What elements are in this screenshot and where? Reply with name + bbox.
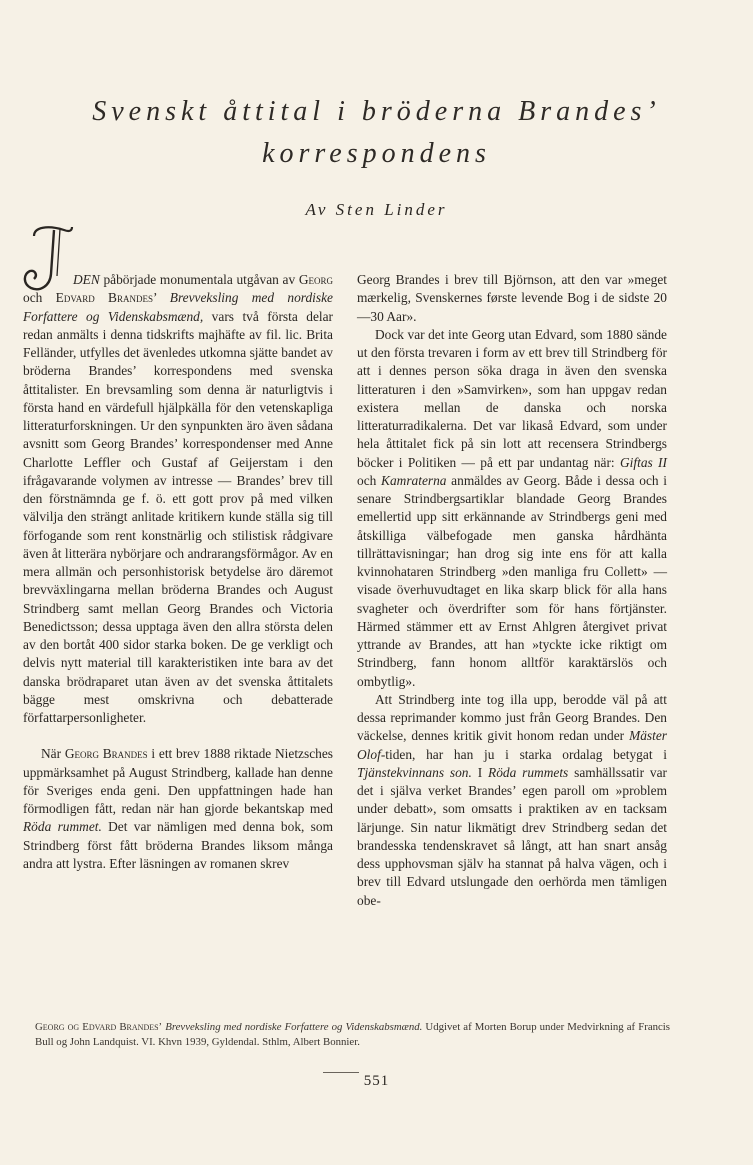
paragraph-left-1: DEN påbörjade monumentala utgåvan av Georg och Edvard Brandes’ Brevveksling med nordiske Forfattere og Videnskabsmænd, vars två första delar redan anmälts i denna tidskrifts majhäfte av fil. lic. Brita Felländer, utfylles det ävenledes utkomna sjätte bandet av bröderna Brandes’ korrespondens med svenska åttitalister. En brevsamling som denna är naturligtvis i första hand en värdefull hjälpkälla för den vetenskapliga litteraturforskningen. Ur den synpunkten äro även sådana avsnitt som Georg Brandes’ korrespondenser med Anne Charlotte Leffler och Gustaf af Geijerstam i den ifrågavarande volymen av intresse — Brandes’ brev till den förstnämnda ge f. ö. ett gott prov på med vilken välvilja den strängt anlitade kritikern kunde ställa sig till förfogande som rent konstnärlig och stilistisk rådgivare även åt litterära nybörjare och andrarangsförmågor. Av en mera allmän och personhistorisk betydelse äro däremot brevväxlingarna mellan bröderna Brandes och August Strindberg samt mellan Georg Brandes och Victoria Benedictsson; dessa upptaga även den allra största delen av den bortåt 400 sidor starka boken. De ge verkligt och delvis nytt material till karakteristiken inte bara av det danska brödraparet utan även av det svenska åttitalets bägge mest omskrivna och debatterade författarpersonligheter.: [23, 272, 334, 725]
article-title-line-1: Svenskt åttital i bröderna Brandes’: [92, 96, 661, 127]
book-title: Brevveksling med nordiske Forfattere og Videnskabsmænd,: [23, 290, 334, 324]
page-number: 551: [363, 1073, 390, 1089]
paragraph-right-1: Georg Brandes i brev till Björnson, att den var »meget mærkelig, Svenskernes første levende Bog i de sidste 20—30 Aar».: [357, 272, 667, 324]
dropcap-word: DEN: [73, 272, 100, 287]
paragraph-right-3: Att Strindberg inte tog illa upp, berodde väl på att dessa reprimander kommo just från Georg Brandes. Den väckelse, dennes kritik givit honom redan under Mäster Olof-tiden, har han ju i starka ordalag betygat i Tjänstekvinnans son. I Röda rummets samhällssatir var det i själva verket Brandes’ egen paroll om »problem under debatt», som omsatts i praktiken av en tacksam lärjunge. Sin natur likmätigt drev Strindberg sedan det brandesska tendenskravet så långt, att han snart ansåg dess upphovsman själv ha stannat på halva vägen, och i brev till Edvard utslungade den oerhörda men tämligen obe-: [357, 691, 667, 908]
article-title-line-2: korrespondens: [262, 138, 491, 169]
footnote: Georg og Edvard Brandes’ Brevveksling med nordiske Forfattere og Videnskabsmænd. Udgivet af Morten Borup under Medvirkning af Francis Bull og John Landquist. VI. Khvn 1939, Gyldendal. Sthlm, Albert Bonnier.: [35, 1021, 670, 1048]
paragraph-left-2: När Georg Brandes i ett brev 1888 riktade Nietzsches uppmärksamhet på August Strindberg, kallade han denne för Sveriges enda geni. Den uppfattningen hade han förmodligen fått, redan när han gjorde bekantskap med Röda rummet. Det var nämligen med denna bok, som Strindberg först fått bröderna Brandes liksom många andra att lystra. Efter läsningen av romanen skrev: [23, 746, 333, 871]
right-column: [357, 271, 667, 910]
paragraph-right-2: Dock var det inte Georg utan Edvard, som 1880 sände ut den första trevaren i form av ett brev till Strindberg för att i dennes person söka draga in även den svenska litteraturen i den »Samvirken», som han uppgav redan existera mellan de danska och norska litteraturradikalerna. Det var likaså Edvard, som under hela åttitalet fick på sin lott att recensera Strindbergs böcker i Politiken — på ett par undantag när: Giftas II och Kamraterna anmäldes av Georg. Både i dessa och i senare Strindbergsartiklar blandade Georg Brandes emellertid upp sitt erkännande av Strindbergs geni med åtskilliga välbefogade men ganska hårdhänta tillrättavisningar; han drog sig inte ens för att kalla kvinnohataren Strindberg »den manliga fru Collett» — visade överhuvudtaget en lika skarp blick för alla hans svagheter och överdrifter som för hans förtjänster. Härmed stämmer ett av Ernst Ahlgren återgivet privat yttrande av Brandes, att han »tyckte icke riktigt om Strindberg, fann honom alltför karaktärslös och ombytlig».: [357, 326, 667, 689]
left-column: [23, 271, 333, 873]
author-byline: Av Sten Linder: [305, 200, 448, 219]
